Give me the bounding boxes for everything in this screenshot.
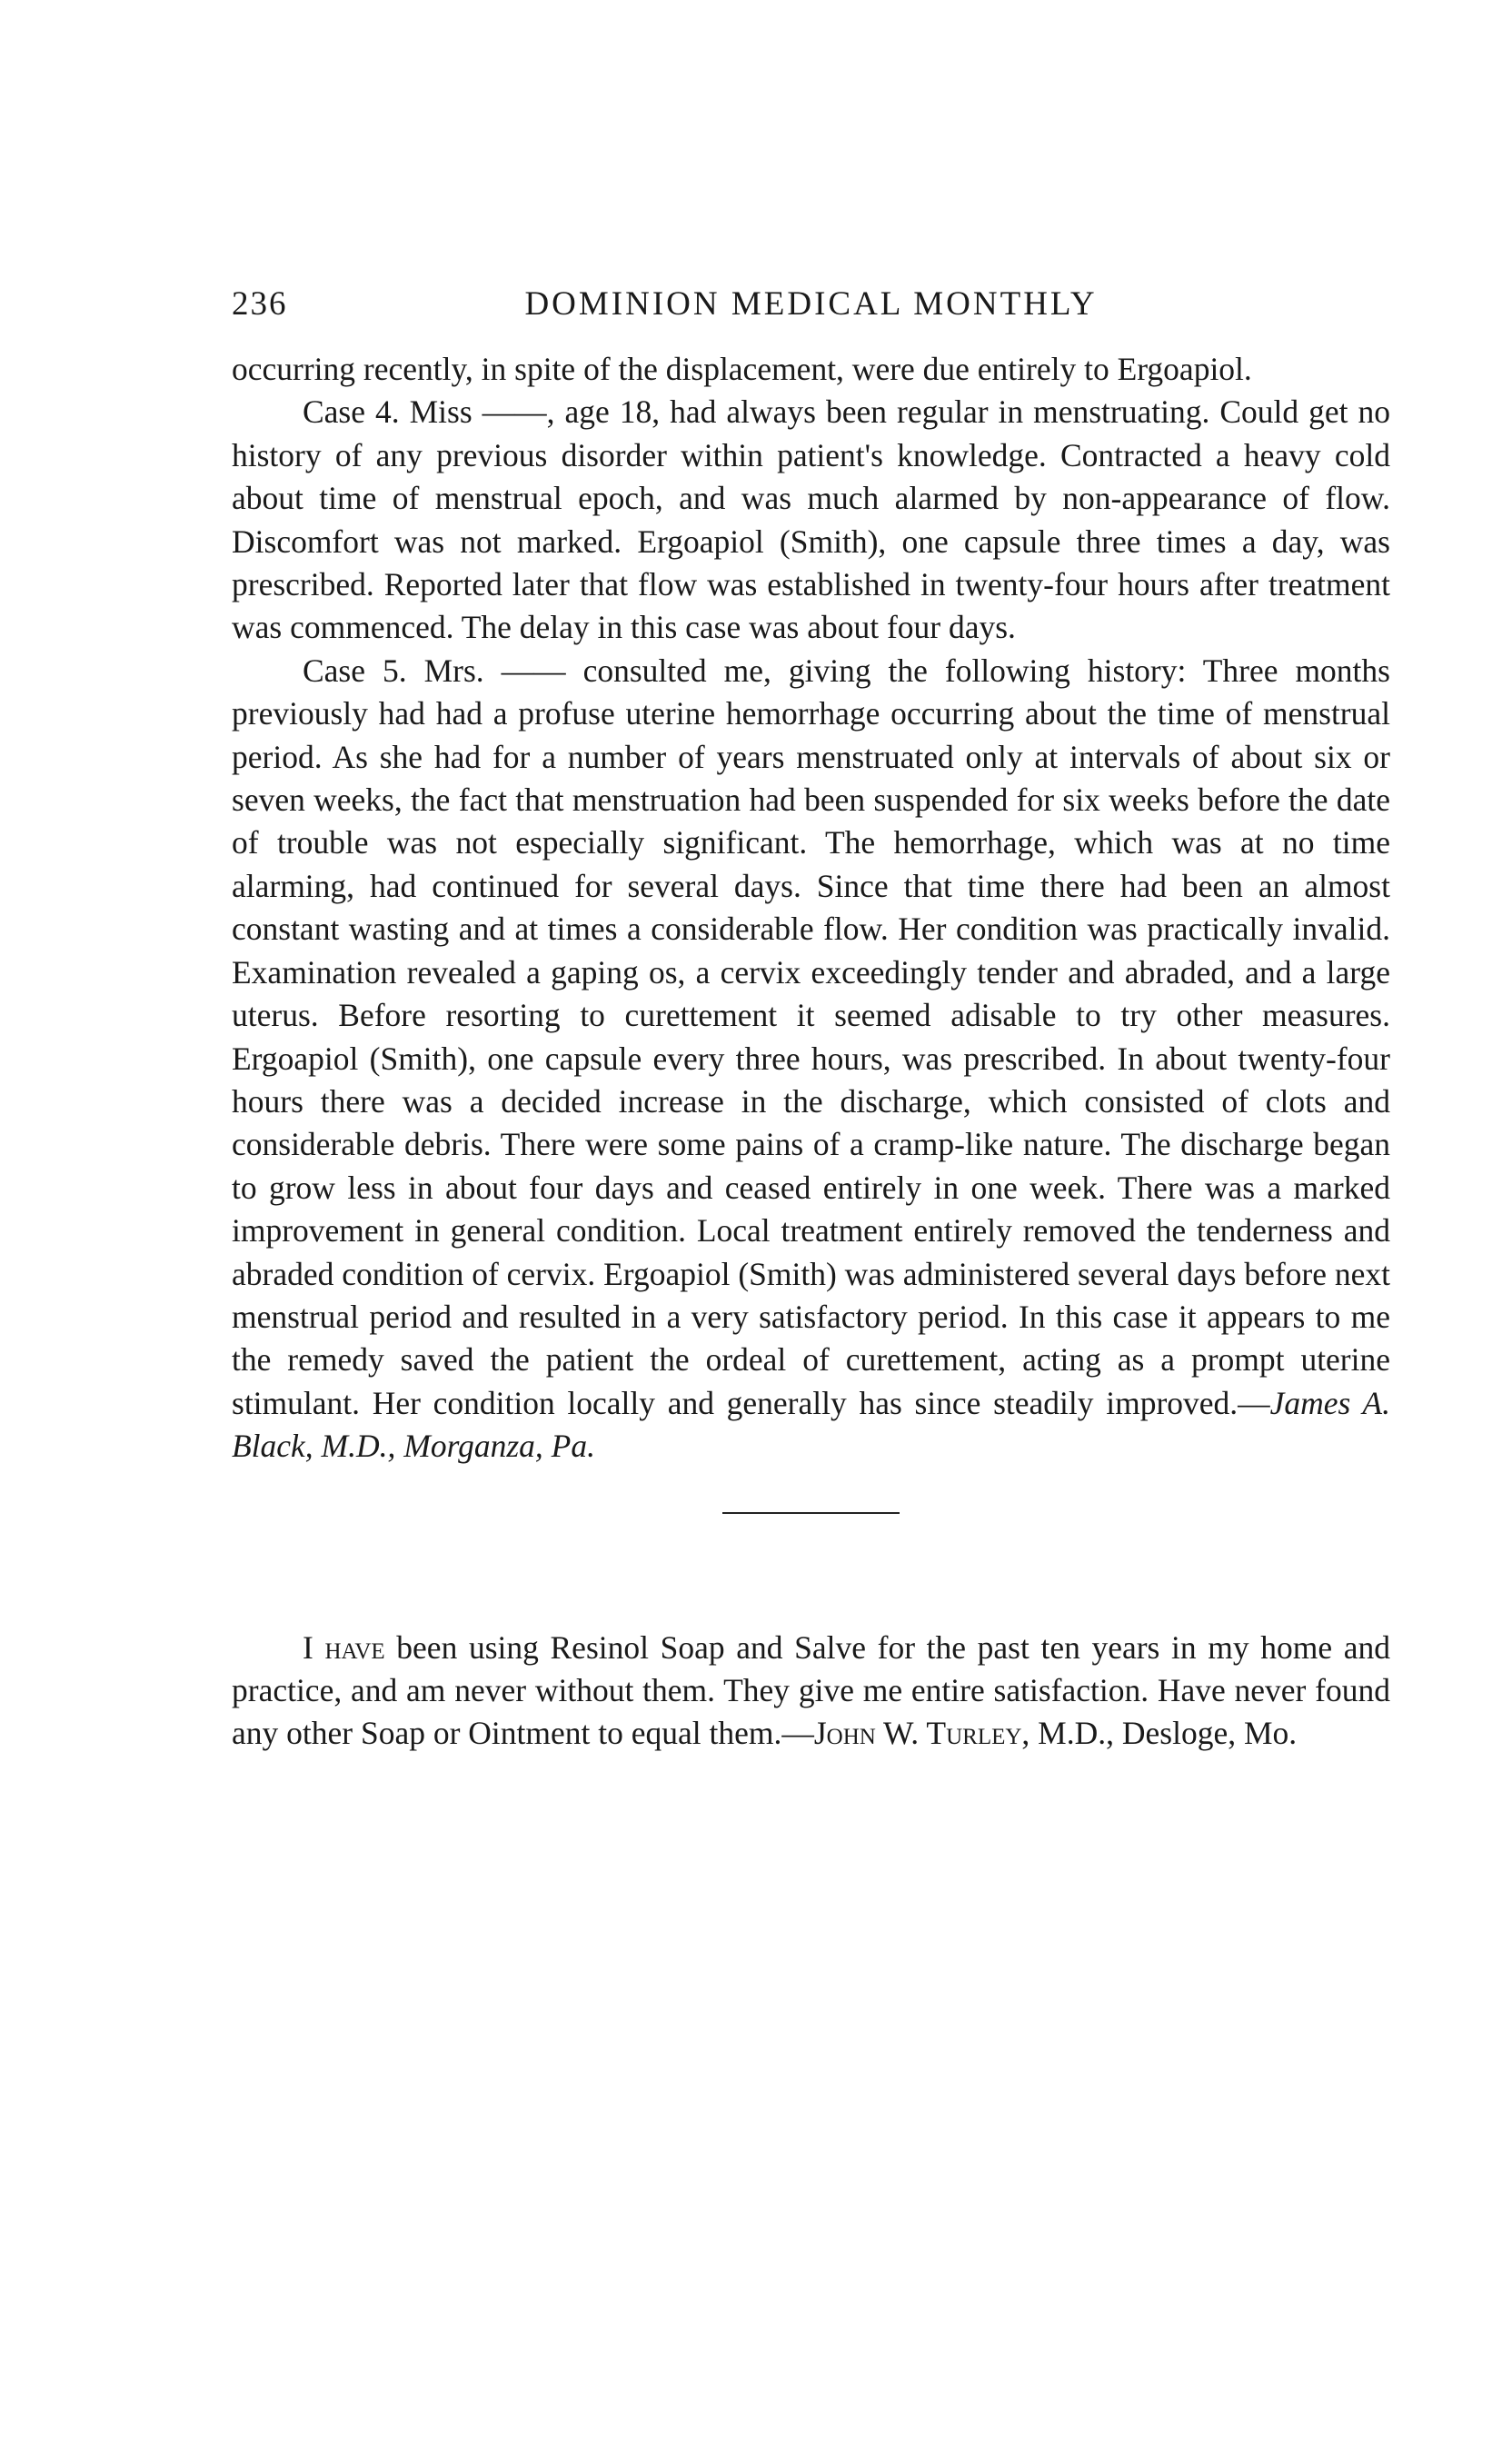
case-4-paragraph: Case 4. Miss ——, age 18, had always been regular in menstruating. Could get no history of any previous disorder within patient's knowledge. Contracted a heavy cold about time of menstrual epoch, and was much alarmed by non-appearance of flow. Discomfort was not marked. Ergoapiol (Smith), one capsule three times a day, was prescribed. Reported later that flow was established in twenty-four hours after treatment was commenced. The delay in this case was about four days. [232, 393, 1390, 646]
article-body [232, 348, 1390, 1468]
continuation-paragraph: occurring recently, in spite of the displacement, were due entirely to Ergoapiol. [232, 351, 1252, 387]
testimonial-text: been using Resinol Soap and Salve for the past ten years in my home and practice, and am never without them. They give me entire satisfaction. Have never found any other Soap or Ointment to equal them.— [232, 1628, 1390, 1752]
case-5-paragraph [232, 650, 1390, 1468]
case-5-signature: James A. Black, M.D., Morganza, Pa. [232, 1384, 1390, 1465]
running-head [232, 277, 1390, 332]
testimonial-paragraph [232, 1627, 1390, 1756]
testimonial-lead-word: I have [303, 1628, 385, 1666]
testimonial-author: John W. Turley [813, 1715, 1022, 1752]
testimonial-author-suffix: , M.D., Desloge, Mo. [1021, 1715, 1298, 1752]
case-5-text: Case 5. Mrs. —— consulted me, giving the following history: Three months previously had had a profuse uterine hemorrhage occurring about the time of menstrual period. As she had for a number of years menstruated only at intervals of about six or seven weeks, the fact that menstruation had been suspended for six weeks before the date of trouble was not especially significant. The hemorrhage, which was at no time alarming, had continued for several days. Since that time there had been an almost constant wasting and at times a considerable flow. Her condition was practically invalid. Examination revealed a gaping os, a cervix exceedingly tender and abraded, and a large uterus. Before resorting to curettement it seemed adisable to try other measures. Ergoapiol (Smith), one capsule every three hours, was prescribed. In about twenty-four hours there was a decided increase in the discharge, which consisted of clots and considerable debris. There were some pains of a cramp-like nature. The discharge began to grow less in about four days and ceased entirely in one week. There was a marked improvement in general condition. Local treatment entirely removed the tenderness and abraded condition of cervix. Ergoapiol (Smith) was administered several days before next menstrual period and resulted in a very satisfactory period. In this case it appears to me the remedy saved the patient the ordeal of curettement, acting as a prompt uterine stimulant. Her condition locally and generally has since steadily improved.— [232, 652, 1390, 1421]
journal-title: DOMINION MEDICAL MONTHLY [524, 285, 1098, 323]
section-divider [722, 1512, 900, 1514]
page [232, 277, 1390, 1787]
page-number: 236 [232, 285, 288, 323]
